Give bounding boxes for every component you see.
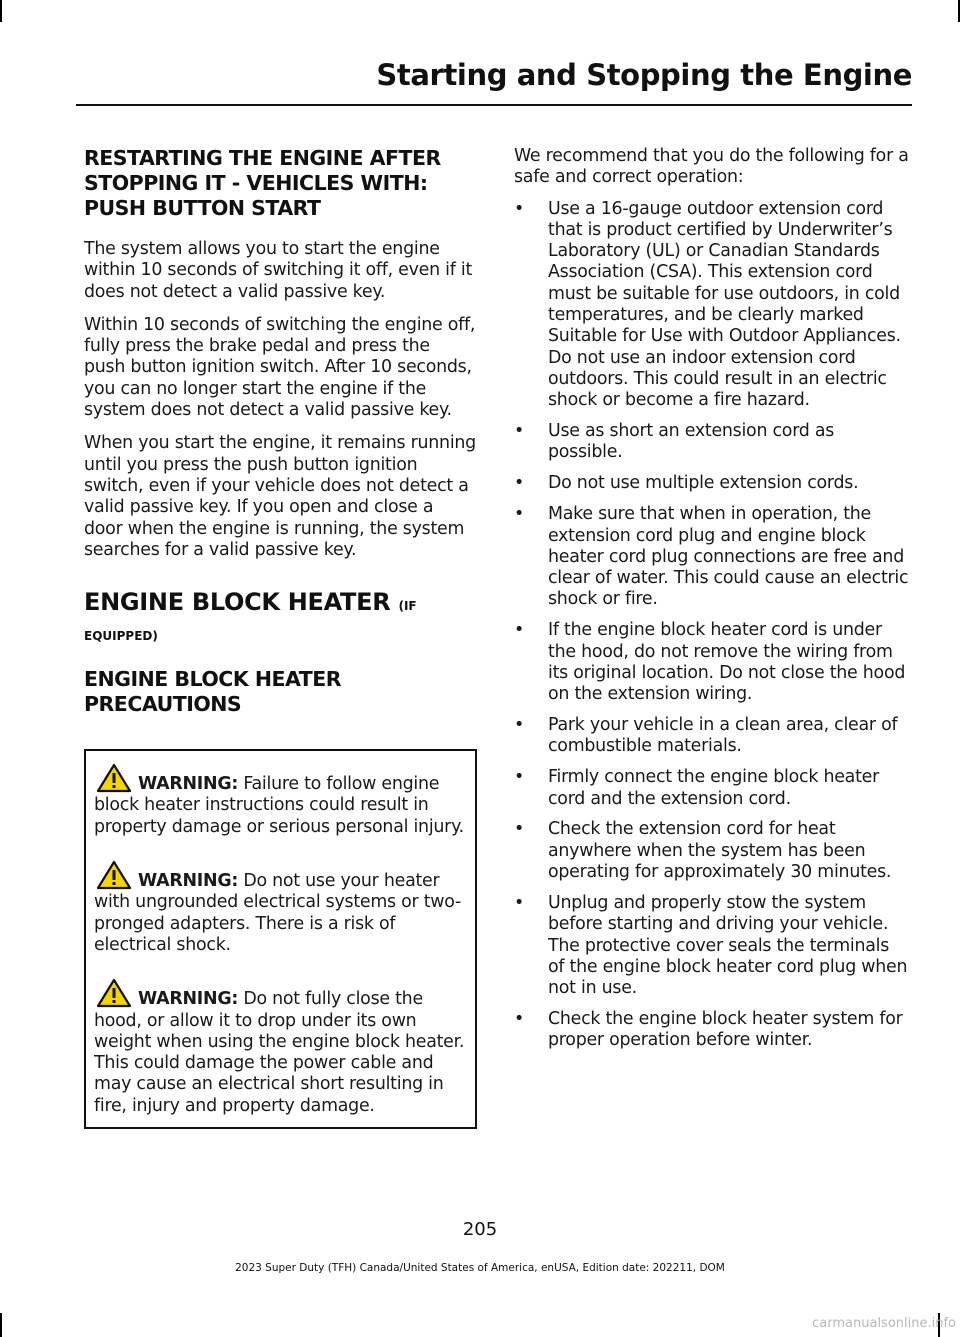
- bullet-icon: •: [514, 198, 525, 219]
- bullet-icon: •: [514, 715, 525, 736]
- warning-label: WARNING:: [138, 871, 239, 892]
- restart-heading: RESTARTING THE ENGINE AFTER STOPPING IT - VEHICLES WITH: PUSH BUTTON START: [84, 146, 441, 220]
- warning-text: Do not use your heater with ungrounded electrical systems or two-pronged adapters. There is a risk of electrical shock.: [94, 871, 461, 955]
- warning-label: WARNING:: [138, 774, 239, 795]
- bullet-icon: •: [514, 767, 525, 788]
- warning-text: Do not fully close the hood, or allow it to drop under its own weight when using the engine block heater. This could damage the power cable and may cause an electrical short resulting in fire, injury and property damage.: [94, 989, 465, 1116]
- footer-edition-info: 2023 Super Duty (TFH) Canada/United States of America, enUSA, Edition date: 202211, DOM: [235, 1262, 725, 1274]
- warning-item: [94, 763, 467, 838]
- bullet-icon: •: [514, 819, 525, 840]
- bullet-icon: •: [514, 473, 525, 494]
- list-item: • Make sure that when in operation, the extension cord plug and engine block heater cord plug connections are free and clear of water. This could cause an electric shock or fire.: [514, 504, 909, 610]
- watermark: carmanualsonline.info: [812, 1316, 956, 1331]
- list-item: • If the engine block heater cord is under the hood, do not remove the wiring from its original location. Do not close the hood on the extension wiring.: [514, 620, 906, 705]
- warning-box: [84, 749, 477, 1129]
- warning-item: [94, 978, 467, 1117]
- left-column: [84, 146, 476, 1129]
- page-number: 205: [462, 1219, 498, 1240]
- list-item: • Park your vehicle in a clean area, clear of combustible materials.: [514, 715, 898, 757]
- restart-paragraph-1: The system allows you to start the engine within 10 seconds of switching it off, even if it does not detect a valid passive key.: [84, 239, 473, 302]
- list-item: • Unplug and properly stow the system before starting and driving your vehicle. The protective cover seals the terminals of the engine block heater cord plug when not in use.: [514, 892, 908, 999]
- list-item: • Do not use multiple extension cords.: [514, 473, 859, 494]
- list-item: • Check the extension cord for heat anywhere when the system has been operating for approximately 30 minutes.: [514, 819, 892, 883]
- list-item: • Use as short an extension cord as possible.: [514, 421, 835, 463]
- block-heater-heading-text: ENGINE BLOCK HEATER: [84, 588, 391, 617]
- bullet-icon: •: [514, 620, 525, 641]
- right-column: [514, 146, 910, 1061]
- crop-mark: [0, 1313, 2, 1337]
- if-equipped-note: (IF: [398, 599, 417, 614]
- bullet-icon: •: [514, 892, 525, 913]
- bullet-icon: •: [514, 504, 525, 525]
- page-title: Starting and Stopping the Engine: [376, 58, 912, 92]
- list-item: • Check the engine block heater system for proper operation before winter.: [514, 1009, 903, 1051]
- warning-triangle-icon: [96, 978, 132, 1008]
- header-divider: [76, 104, 912, 106]
- warning-label: WARNING:: [138, 989, 239, 1010]
- bullet-icon: •: [514, 421, 525, 442]
- warning-item: [94, 860, 467, 956]
- warning-triangle-icon: [96, 860, 132, 890]
- warning-triangle-icon: [96, 763, 132, 793]
- restart-paragraph-2: Within 10 seconds of switching the engine off, fully press the brake pedal and press the push button ignition switch. After 10 seconds, you can no longer start the engine if the system does not detect a valid passive key.: [84, 314, 476, 421]
- if-equipped-note-continued: EQUIPPED): [84, 629, 158, 644]
- recommendation-intro: We recommend that you do the following for a safe and correct operation:: [514, 146, 909, 188]
- bullet-icon: •: [514, 1009, 525, 1030]
- recommendation-list: [514, 199, 910, 1052]
- warning-text: Failure to follow engine block heater instructions could result in property damage or serious personal injury.: [94, 774, 464, 837]
- restart-paragraph-3: When you start the engine, it remains running until you press the push button ignition switch, even if your vehicle does not detect a valid passive key. If you open and close a door when the engine is running, the system searches for a valid passive key.: [84, 433, 476, 560]
- list-item: • Firmly connect the engine block heater cord and the extension cord.: [514, 767, 879, 809]
- block-heater-heading: [84, 587, 476, 621]
- crop-mark: [0, 0, 2, 22]
- list-item: • Use a 16-gauge outdoor extension cord that is product certified by Underwriter’s Laboratory (UL) or Canadian Standards Association (CSA). This extension cord must be suitable for use outdoors, in cold temperatures, and be clearly marked Suitable for Use with Outdoor Appliances. Do not use an indoor extension cord outdoors. This could result in an electric shock or become a fire hazard.: [514, 198, 901, 411]
- precautions-heading: ENGINE BLOCK HEATER PRECAUTIONS: [84, 667, 342, 717]
